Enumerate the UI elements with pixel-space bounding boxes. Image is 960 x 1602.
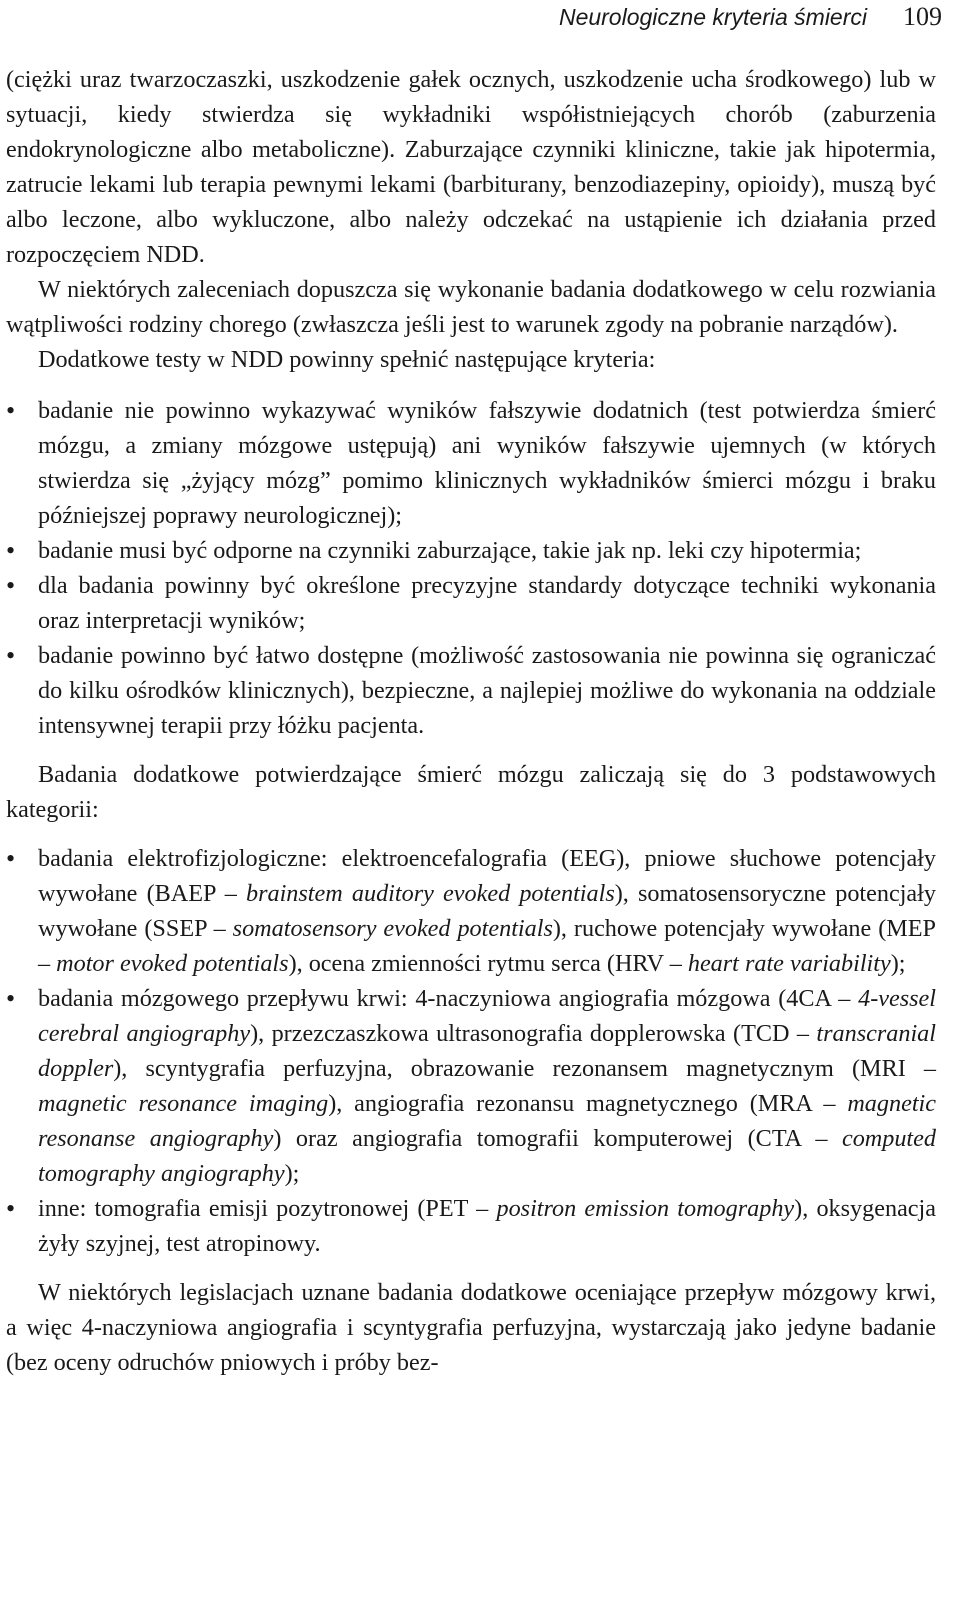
- page-header: [559, 2, 942, 32]
- list-item-cerebral-blood-flow: • badania mózgowego przepływu krwi: 4-naczyniowa angiografia mózgowa (4CA – 4-vessel cerebral angiography), przezczaszkowa ultrasonografia dopplerowska (TCD – transcranial doppler), scyntygrafia perfuzyjna, obrazowanie rezonansem magnetycznym (MRI – magnetic resonance imaging), angiografia rezonansu magnetycznego (MRA – magnetic resonanse angiography) oraz angiografia tomografii komputerowej (CTA – computed tomography angiography);: [6, 981, 936, 1191]
- paragraph-continuation: (ciężki uraz twarzoczaszki, uszkodzenie gałek ocznych, uszkodzenie ucha środkowego) lub w sytuacji, kiedy stwierdza się wykładniki współistniejących chorób (zaburzenia endokrynologiczne albo metaboliczne). Zaburzające czynniki kliniczne, takie jak hipotermia, zatrucie lekami lub terapia pewnymi lekami (barbiturany, benzodiazepiny, opioidy), muszą być albo leczone, albo wykluczone, albo należy odczekać na ustąpienie ich działania przed rozpoczęciem NDD.: [6, 66, 936, 268]
- paragraph-criteria-intro: Dodatkowe testy w NDD powinny spełnić następujące kryteria:: [38, 346, 656, 373]
- criteria-list: [6, 393, 936, 743]
- paragraph-legislation: W niektórych legislacjach uznane badania dodatkowe oceniające przepływ mózgowy krwi, a więc 4-naczyniowa angiografia i scyntygrafia perfuzyjna, wystarczają jako jedyne badanie (bez oceny odruchów pniowych i próby bez-: [6, 1279, 936, 1376]
- page-number: 109: [903, 2, 942, 31]
- list-item-other: • inne: tomografia emisji pozytronowej (PET – positron emission tomography), oksygenacja żyły szyjnej, test atropinowy.: [6, 1191, 936, 1261]
- paragraph-categories-intro: Badania dodatkowe potwierdzające śmierć mózgu zaliczają się do 3 podstawowych kategorii:: [6, 761, 936, 823]
- running-title: Neurologiczne kryteria śmierci: [558, 4, 867, 30]
- list-item: • badanie musi być odporne na czynniki zaburzające, takie jak np. leki czy hipotermia;: [6, 533, 936, 568]
- page-body: [6, 62, 936, 1380]
- list-item: • badanie nie powinno wykazywać wyników fałszywie dodatnich (test potwierdza śmierć mózgu, a zmiany mózgowe ustępują) ani wyników fałszywie ujemnych (w których stwierdza się „żyjący mózg” pomimo klinicznych wykładników śmierci mózgu i braku późniejszej poprawy neurologicznej);: [6, 393, 936, 533]
- paragraph-recommendations: W niektórych zaleceniach dopuszcza się wykonanie badania dodatkowego w celu rozwiania wątpliwości rodziny chorego (zwłaszcza jeśli jest to warunek zgody na pobranie narządów).: [6, 276, 936, 338]
- list-item: • badanie powinno być łatwo dostępne (możliwość zastosowania nie powinna się ograniczać do kilku ośrodków klinicznych), bezpieczne, a najlepiej możliwe do wykonania na oddziale intensywnej terapii przy łóżku pacjenta.: [6, 638, 936, 743]
- list-item: • dla badania powinny być określone precyzyjne standardy dotyczące techniki wykonania oraz interpretacji wyników;: [6, 568, 936, 638]
- list-item-electrophysiology: • badania elektrofizjologiczne: elektroencefalografia (EEG), pniowe słuchowe potencjały wywołane (BAEP – brainstem auditory evoked potentials), somatosensoryczne potencjały wywołane (SSEP – somatosensory evoked potentials), ruchowe potencjały wywołane (MEP – motor evoked potentials), ocena zmienności rytmu serca (HRV – heart rate variability);: [6, 841, 936, 981]
- categories-list: [6, 841, 936, 1261]
